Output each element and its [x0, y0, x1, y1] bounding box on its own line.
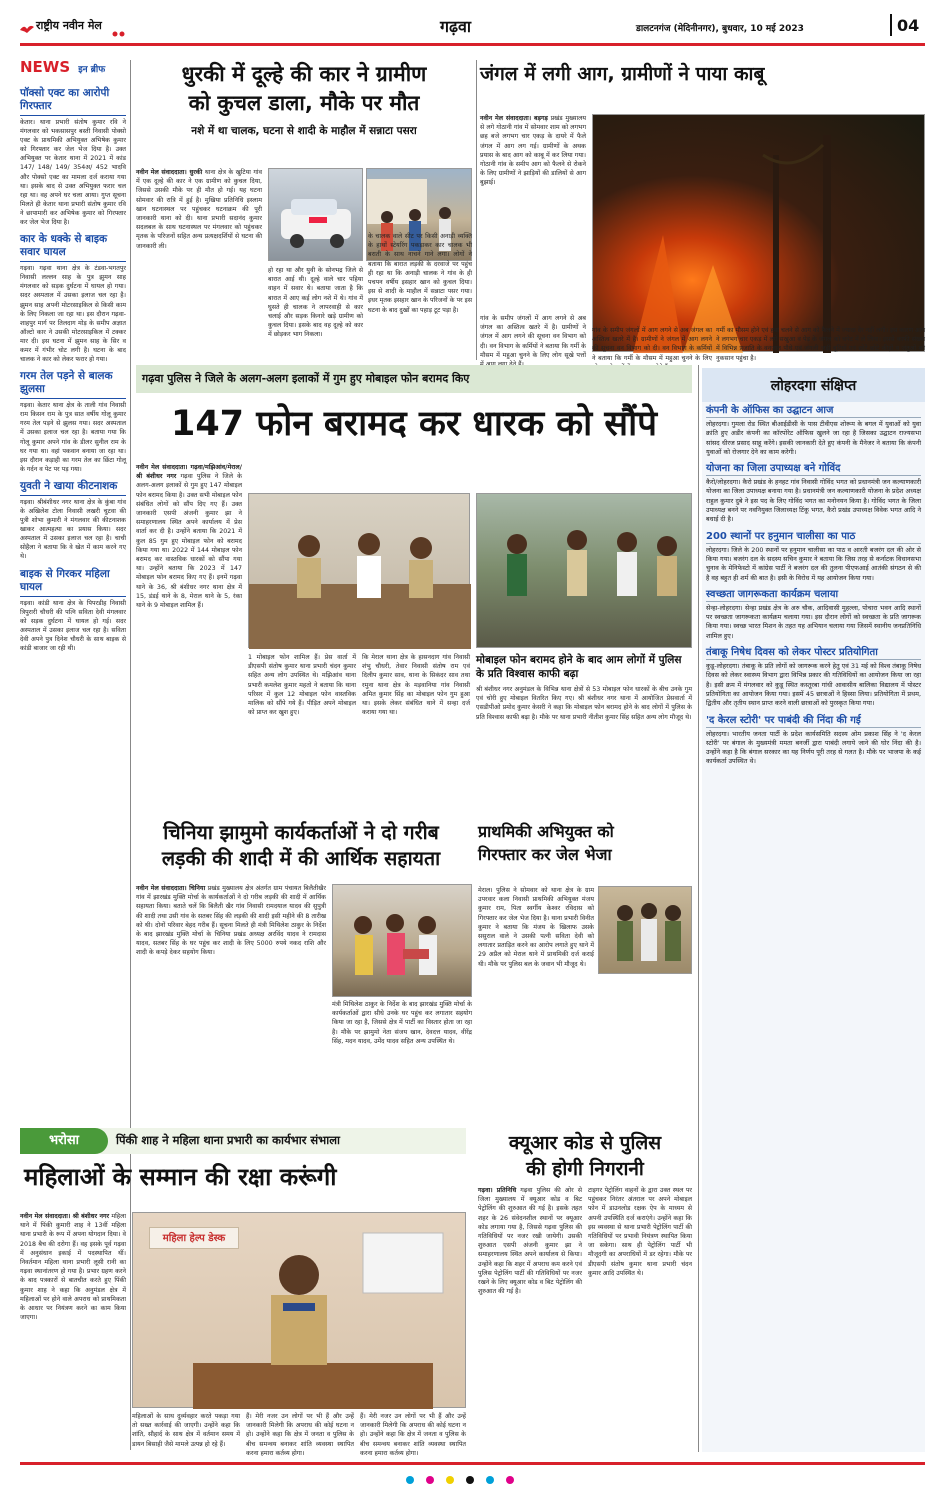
story3-photo-police-1 — [248, 493, 470, 648]
brief-item-headline: कार के धक्के से बाइक सवार घायल — [20, 233, 126, 262]
story1-headline-1: धुरकी में दूल्हे की कार ने ग्रामीण — [181, 62, 427, 86]
story1-col2: हो रहा था और युवी के सोनभद्र जिले से बारात आई थी। दूल्हे वाले चार पहिया वाहन में सवार थे। बताया जाता है कि बारात में आए कई लोग नशे में थे। गांव में घुसते ही चालक ने लापरवाही से कार चलाई और सड़क किनारे खड़े ग्रामीण को कुचल दिया। इसके बाद वह दूल्हे को कार में छोड़कर भाग निकला। — [268, 267, 363, 339]
story4-col1-text: प्रखंड मुख्यालय क्षेत्र अंतर्गत ग्राम पंचायत बिलैतीखैर गांव में झारखंड मुक्ति मोर्चा के कार्यकर्ताओं ने दो गरीब लड़की की शादी में आर्थिक सहायता किया। बताते चलें कि बिलैती खैर गांव निवासी रामदयाल यादव की सुपुत्री की शादी तथा उसी गांव के सतबर सिंह की लड़की की शादी इसी महीने की 8 तारीख को थी। दोनों परिवार बेहद गरीब हैं। सूचना मिलते ही मंत्री मिथिलेश ठाकुर के निर्देश के बाद झारखंड मुक्ति मोर्चा के चिनिया प्रखंड अध्यक्ष अरविंद यादव ने रामदास यादव, सतबर सिंह के घर पहुंच कर शादी के लिए 5000 रुपये नकद राशि और शादी के कपड़े देकर सहयोग किया। — [136, 885, 326, 957]
brief-item-headline: युवती ने खाया कीटनाशक — [20, 480, 126, 496]
story2-col2-left: गांव के समीप जंगलों में आग लगने से अब जंगल का अस्तित्व खतरे में है। ग्रामीणों ने जंगल में आग लगने की सूचना वन विभाग को दी। वन विभाग के कर्मियों ने बताया कि गर्मी के मौसम में महुआ चुनने के लिए लोग सूखे पत्तों — [480, 315, 586, 359]
lohardaga-item — [706, 404, 921, 457]
brief-item — [20, 87, 126, 227]
lohardaga-title-bar — [702, 368, 925, 402]
story3-col1-text: गढ़वा पुलिस ने जिले के अलग-अलग इलाकों से गुम हुए 147 मोबाइल फोन बरामद किया है। उक्त सभी मोबाइल फोन संबंधित लोगों को सौंप दिए गए हैं। उक्त जानकारी एसपी अंजनी कुमार झा ने समाहरणालय स्थित अपने कार्यालय में प्रेस वार्ता कर दी है। उन्होंने बताया कि 2021 में कुल 85 गुम हुए मोबाइल फोन को बरामद किया गया था। 2022 में 144 मोबाइल फोन बरामद कर वास्तविक धारकों को सौंपा गया था। उन्होंने बताया कि 2023 में 147 मोबाइल फोन बरामद किए गए हैं। इनमें गढ़वा थाने के 36, श्री बंशीधर नगर थाना क्षेत्र में 15, डंडई थाने के 8, मेराल थाने के 5, रंका थाने के 9 मोबाइल शामिल हैं। — [136, 473, 242, 610]
story-phones — [136, 365, 692, 813]
brief-item — [20, 568, 126, 654]
story6-col4: हैं। मेरी नजर उन लोगों पर भी हैं और उन्हें जानकारी मिलेगी कि अपराध की कोई घटना न हो। उन्होंने कहा कि क्षेत्र में जनता व पुलिस के बीच समन्वय बनाकर शांति व्यवस्था स्थापित करना हमारा कर्तव्य होगा। — [360, 1413, 466, 1457]
bird-logo-icon — [20, 19, 34, 29]
page-number: 04 — [897, 16, 920, 35]
story3-dateline: नवीन मेल संवाददाता। गढ़वा/मझिआंव/मेराल/श्री बंशीधर नगर — [136, 464, 242, 481]
brief-item — [20, 233, 126, 364]
story2-headline: जंगल में लगी आग, ग्रामीणों ने पाया काबू — [480, 63, 765, 85]
story3-kicker: गढ़वा पुलिस ने जिले के अलग-अलग इलाकों में गुम हुए मोबाइल फोन बरामद किए — [142, 372, 470, 385]
story1-dateline: नवीन मेल संवाददाता। धुरकी — [136, 169, 203, 176]
story4-headline-2: लड़की की शादी में की आर्थिक सहायता — [161, 847, 441, 870]
story7-dateline: गढ़वा। प्रतिनिधि — [478, 1187, 517, 1194]
column-divider-right — [698, 365, 699, 1452]
registration-marks — [400, 1470, 540, 1480]
story3-col3: कि मेराल थाना क्षेत्र के हासनदाग गांव निवासी शंभु चौधरी, तेवार निवासी संतोष राम एवं दिलीप कुमार साव, थाना के सिकंदर साव तथा रमुना थाना क्षेत्र के मड़वानिया गांव निवासी अमित कुमार सिंह का मोबाइल फोन गुम हुआ था। इसके लेकर संबंधित थाने में सन्हा दर्ज कराया गया था। — [362, 654, 470, 717]
story6-kicker: पिंकी शाह ने महिला थाना प्रभारी का कार्यभार संभाला — [116, 1133, 341, 1147]
lohardaga-item — [706, 530, 921, 583]
story7-col1-text: गढ़वा पुलिस की ओर से जिला मुख्यालय में क्यूआर कोड व बिट पेट्रोलिंग की शुरुआत की गई है। इसके तहत शहर के 26 संवेदनशील स्थानों पर क्यूआर कोड लगाया गया है, जिससे गढ़वा पुलिस की गतिविधियों पर नजर रखी जायेगी। उसकी शुरुआत एसपी अंजनी कुमार झा ने समाहरणालय स्थित अपने कार्यालय से किया। उन्होंने कहा कि शहर में अपराध कम करने एवं पुलिस पेट्रोलिंग पार्टी की गतिविधियों पर नजर रखने के लिए क्यूआर कोड व बिट पेट्रोलिंग की शुरुआत की गई है। — [478, 1187, 582, 1296]
lohardaga-item — [706, 462, 921, 524]
lohardaga-item — [706, 646, 921, 708]
masthead — [0, 0, 945, 50]
lohardaga-item-headline: योजना का जिला उपाध्यक्ष बने गोविंद — [706, 462, 921, 476]
brief-item-body: गढ़वा। केतार थाना क्षेत्र के ताली गांव निवासी राम किसन राम के पुत्र सात वर्षीय गोलू कुमार गरम तेल पड़ने से झुलस गया। सदर अस्पताल में उसका इलाज चल रहा है। बताया गया कि गोलू कुमार अपने गांव के डीलर सुनील राम के घर गया था। वहां पकवान बनाया जा रहा था। इस दौरान कड़ाही का गरम तेल का छिंटा गोलू के गर्दन व पेट पर पड़ गया। — [20, 402, 126, 473]
lohardaga-item-headline: तंबाकू निषेध दिवस को लेकर पोस्टर प्रतियोगिता — [706, 646, 921, 660]
dateline: डालटनगंज (मेदिनीनगर), बुधवार, 10 मई 2023 — [636, 24, 804, 34]
masthead-dots — [112, 22, 130, 28]
story3-photo-police-2 — [476, 493, 692, 648]
brief-item — [20, 480, 126, 562]
story7-headline-2: की होगी निगरानी — [526, 1158, 644, 1180]
lohardaga-item — [706, 714, 921, 767]
story-women-police — [20, 1128, 466, 1457]
story2-col1-text: प्रखंड मुख्यालय से लगे गोठानी गांव में सोमवार शाम को लगभग छह बजे लगभग चार एकड़ के दायरे में फैले जंगल में आग लग गई। ग्रामीणों के अथक प्रयास के बाद आग को काबू में कर लिया गया। गोठानी गांव के समीप आग को फैलने से रोकने के लिए ग्रामीणों ने झाड़ियों की डालियों से आग बुझाई। — [480, 115, 586, 187]
lohardaga-item-headline: कंपनी के ऑफिस का उद्घाटन आज — [706, 404, 921, 418]
story5-headline-1: प्राथमिकी अभियुक्त को — [478, 822, 614, 841]
story7-col1 — [478, 1186, 582, 1452]
brief-item-headline: बाइक से गिरकर महिला घायल — [20, 568, 126, 597]
masthead-rule — [20, 43, 925, 46]
brief-item-headline: पॉक्सो एक्ट का आरोपी गिरफ्तार — [20, 87, 126, 116]
lohardaga-list — [702, 402, 925, 774]
story2-bottom-mid: गांव के समीप जंगलों में आग लगने से अब जंगल का अस्तित्व खतरे में है। ग्रामीणों ने जंगल में आग लगने की सूचना वन विभाग को दी। वन विभाग के कर्मियों ने बताया कि गर्मी के मौसम में महुआ चुनने के लिए — [592, 327, 712, 362]
page-number-divider — [890, 14, 892, 36]
story7-col2: टाइगर पेट्रोलिंग वाहनों के द्वारा उक्त स्थल पर पहुंचकर निरंतर अंतराल पर अपने मोबाइल फोन में डाउनलोड रक्षक ऐप के माध्यम से अपनी उपस्थिति दर्ज कराएंगे। उन्होंने कहा कि इस व्यवस्था से थाना प्रभारी पेट्रोलिंग पार्टी की गतिविधियों पर प्रभावी नियंत्रण स्थापित किया जा सकेगा। साथ ही पेट्रोलिंग पार्टी भी मौजूदगी का अपराधियों में डर रहेगा। मौके पर डीएसपी संतोष कुमार थाना प्रभारी चंदन कुमार आदि उपस्थित थे। — [588, 1187, 692, 1277]
story-forest-fire — [480, 60, 925, 360]
story1-photo-car — [268, 168, 363, 261]
brief-item — [20, 370, 126, 474]
story2-photo-fire — [592, 114, 925, 352]
lohardaga-item-body: कुडू-लोहरदगा। तंबाकू के प्रति लोगों को जागरूक करने हेतु एवं 31 मई को विश्व तंबाकू निषेध दिवस को लेकर स्वास्थ्य विभाग द्वारा विभिन्न प्रकार की गतिविधियों का आयोजन किया जा रहा है। इसी क्रम में मंगलवार को कुडू स्थित कस्तूरबा गांधी आवासीय बालिका विद्यालय में पोस्टर प्रतियोगिता का आयोजन किया गया। इसमें 45 छात्राओं ने हिस्सा लिया। प्रतियोगिता में प्रथम, द्वितीय और तृतीय स्थान प्राप्त करने वाली छात्राओं को पुरस्कृत किया गया। — [706, 662, 921, 708]
story4-col1 — [136, 884, 326, 1114]
brief-item-headline: गरम तेल पड़ने से बालक झुलसा — [20, 370, 126, 399]
story3-col1 — [136, 463, 242, 813]
brief-item-body: केतार। थाना प्रभारी संतोष कुमार रवि ने मंगलवार को भकसासपुर बस्ती निवासी पोक्सो एक्ट के प्राथमिकी अभियुक्त अभिषेक कुमार को गिरफ्तार कर जेल भेज दिया है। उक्त अभियुक्त पर केतार थाना में 2021 में कांड 147/ 148/ 149/ 354अ/ 452 भादवि और पोक्सो एक्ट का मामला दर्ज कराया गया था। इसके बाद से उक्त अभियुक्त फरार चल रहा था। वह अपने घर चला आया। गुप्त सूचना मिलते ही केतार थाना प्रभारी संतोष कुमार रवि ने छापामारी कर अभिषेक कुमार को गिरफ्तार कर जेल भेज दिया है। — [20, 119, 126, 227]
story1-col1-text: थाना क्षेत्र के खुटिया गांव में एक दूल्हे की कार ने एक ग्रामीण को कुचल दिया, जिससे उसकी मौके पर ही मौत हो गई। यह घटना सोमवार की रात्रि में हुई है। मुखिया प्रतिनिधि इस्लाम खान घटनास्थल पर पहुंचकर घटनाक्रम की पूरी जानकारी थाना को दी। थाना प्रभारी सदानंद कुमार सदलबल के साथ घटनास्थल पर मंगलवार को पहुंचकर मृतक के परिजनों सहित अन्य प्रत्यक्षदर्शियों से घटना की जानकारी ली। — [136, 169, 262, 250]
lohardaga-item-body: लोहरदगा। गुमला रोड स्थित बीआईडीसी के पास टीवीएस शोरूम के बगल में युवाओं को युवा क्रांति हुए अडीर कंपनी का कॉरपोरेट ऑफिस खुलने जा रहा है जिसका उद्घाटन राज्यसभा सांसद धीरज प्रसाद साहू करेंगे। इसकी जानकारी देते हुए कंपनी के मैनेजर ने बताया कि कंपनी युवाओं को रोजगार देने का काम करेगी। — [706, 420, 921, 456]
lohardaga-item — [706, 588, 921, 641]
story3-subhead: मोबाइल फोन बरामद होने के बाद आम लोगों में पुलिस के प्रति विश्वास काफी बढ़ा — [476, 654, 682, 680]
brief-item-body: गढ़वा। कांडी थाना क्षेत्र के पिपरडीह निवासी त्रिपुरारी चौधरी की पत्नि सविता देवी मंगलवार को सड़क दुर्घटना में घायल हो गई। सदर अस्पताल में उसका इलाज चल रहा है। सविता देवी अपने पुत्र दिनेश चौधरी के साथ बाइक से कांडी बाजार जा रही थी। — [20, 599, 126, 653]
story6-col2: महिलाओं के साथ दुर्व्यवहार करते पकड़ा गया तो सख्त कार्रवाई की जाएगी। उन्होंने कहा कि शांति, सौहार्द के साथ क्षेत्र में वर्तमान समय में डायन बिसाही जैसे मामले उत्पन्न हो रहे हैं। — [132, 1413, 240, 1448]
story5-body: मेराल। पुलिस ने सोमवार को थाना क्षेत्र के ग्राम उपरवार कला निवासी प्राथमिकी अभियुक्त मंजय कुमार राम, पिता स्वर्गीय केश्वर रविदास को गिरफ्तार कर जेल भेज दिया है। थाना प्रभारी विनीत कुमार ने बताया कि मंजय के खिलाफ उसके ससुराल वाले ने उसकी पत्नी सविता देवी को लगातार प्रताड़ित करने का आरोप लगाते हुए थाने में 29 अप्रैल को मेराल थाने में प्राथमिकी दर्ज कराई थी। मौके पर पुलिस बल के जवान भी मौजूद थे। — [478, 887, 594, 968]
news-brief-logo — [20, 57, 126, 87]
story6-headline: महिलाओं के सम्मान की रक्षा करूंगी — [24, 1163, 337, 1191]
story3-col2: 1 मोबाइल फोन शामिल हैं। प्रेस वार्ता में डीएसपी संतोष कुमार थाना प्रभारी चंदन कुमार सहित अन्य लोग उपस्थित थे। मझिआंव थाना प्रभारी कमलेश कुमार महतो ने बताया कि थाना परिसर में कुल 12 मोबाइल फोन वास्तविक मालिक को सौंपे गये हैं। पीड़ित अपने मोबाइल को प्राप्त कर खुश हुए। — [248, 654, 356, 717]
brief-item-body: गढ़वा। गढ़वा थाना क्षेत्र के टंडवा-भगतपुर निवासी लल्लन साह के पुत्र झुमन साह मंगलवार को सड़क दुर्घटना में घायल हो गया। सदर अस्पताल में उसका इलाज चल रहा है। झुमन साह अपनी मोटरसाइकिल से किसी काम के लिए निकला जा रहा था। इस दौरान गढ़वा-शाहपुर मार्ग पर तिलदाग मोड़ के समीप अज्ञात ऑल्टो कार ने उसकी मोटरसाइकिल में टक्कर मार दी। इस घटना में झुमन साह के सिर व कमर में गंभीर चोट लगी है। घटना के बाद चालक ने कार को लेकर फरार हो गया। — [20, 265, 126, 364]
story1-headline-2: को कुचल डाला, मौके पर मौत — [188, 91, 420, 115]
story1-deck: नशे में था चालक, घटना से शादी के माहौल में सन्नाटा पसरा — [191, 125, 417, 137]
story3-headline: 147 फोन बरामद कर धारक को सौंपे — [170, 404, 658, 444]
lohardaga-item-body: सेन्हा-लोहरदगा। सेन्हा प्रखंड क्षेत्र के अरु चौक, आदिवासी मुहल्ला, पोचारा भवन आदि स्थानों पर स्वच्छता जागरूकता कार्यक्रम चलाया गया। इस दौरान लोगों को स्वच्छता के प्रति जागरूक किया गया। स्वच्छ भारत मिशन के तहत यह अभियान चलाया गया जिसमें स्थानीय जनप्रतिनिधि शामिल हुए। — [706, 603, 921, 640]
footer-rule — [20, 1462, 925, 1465]
story6-col1 — [20, 1212, 126, 1452]
brief-item-body: गढ़वा। श्रीबंशीधर नगर थाना क्षेत्र के कुंबा गांव के अखिलेश टोला निवासी लखरी चुटवा की पुत्री शोभा कुमारी ने मंगलवार की कीटनाशक खाकर आत्महत्या का प्रयास किया। सदर अस्पताल में उसका इलाज चल रहा है। चाची सोहैला ने बताया कि वे खेत में काम करने गए थे। — [20, 498, 126, 561]
story4-photo-aid — [332, 884, 472, 997]
story1-col1 — [136, 168, 262, 360]
story2-bottom-text: गर्मी का मौसम होने एवं हवा चलने से आग को फैलने में ज्यादा देर नहीं लगी। इस कारण आग ने लगभग चार एकड़ में लगे सखुआ व पेड़ के जंगल को चपेट में ले लिया। इससे काफी संख्या में विभिन्न प्रजाति के वनजात पौधे एवं जंगली जड़ी बूटियों एवं छोटे छोटे कीड़ों व जंतुओं को नुकसान पहुंचा है। — [716, 327, 925, 362]
news-logo-sub: इन ब्रीफ — [78, 65, 106, 75]
lohardaga-item-headline: 200 स्थानों पर हनुमान चालीसा का पाठ — [706, 530, 921, 544]
story6-col1-text: महिला थाने में पिंकी कुमारी शाह ने 13वीं महिला थाना प्रभारी के रूप में अपना योगदान दिया। वे 2018 बैच की दरोगा हैं। वह इसके पूर्व गढ़वा में अनुसंधान इकाई में पदस्थापित थीं। निवर्तमान महिला थाना प्रभारी लूसी रानी का गढ़वा स्थानांतरण हो गया है। प्रभार ग्रहण करने के बाद पत्रकारों से बातचीत करते हुए पिंकी कुमार शाह ने कहा कि अनुमंडल क्षेत्र में महिलाओं पर होने वाले अपराध को प्राथमिकता के आधार पर नियंत्रण करने का काम किया जाएगा। — [20, 1213, 126, 1322]
story2-dateline: नवीन मेल संवाददाता। बड़गड़ — [480, 115, 548, 122]
help-desk-banner: महिला हेल्प डेस्क — [149, 1227, 239, 1249]
news-logo-text: NEWS — [20, 58, 71, 76]
news-brief-list — [20, 87, 126, 653]
story4-dateline: नवीन मेल संवाददाता। चिनिया — [136, 885, 206, 892]
story7-headline-1: क्यूआर कोड से पुलिस — [508, 1132, 662, 1154]
lohardaga-title: लोहरदगा संक्षिप्त — [770, 378, 857, 394]
column-divider-mid-top — [476, 60, 477, 360]
paper-name: राष्ट्रीय नवीन मेल — [36, 19, 102, 32]
story6-col3: हैं। मेरी नजर उन लोगों पर भी हैं और उन्हें जानकारी मिलेगी कि अपराध की कोई घटना न हो। उन्होंने कहा कि क्षेत्र में जनता व पुलिस के बीच समन्वय बनाकर शांति व्यवस्था स्थापित करना हमारा कर्तव्य होगा। — [246, 1413, 354, 1457]
story4-headline-1: चिनिया झामुमो कार्यकर्ताओं ने दो गरीब — [163, 821, 439, 844]
lohardaga-panel — [702, 368, 925, 1452]
story5-headline-2: गिरफ्तार कर जेल भेजा — [478, 845, 612, 864]
lohardaga-item-body: कैरो/लोहरदगा। कैरो प्रखंड के हनहट गांव निवासी गोविंद भगत को प्रधानमंत्री जन कल्याणकारी योजना का जिला उपाध्यक्ष बनाया गया है। प्रधानमंत्री जन कल्याणकारी योजना के प्रदेश अध्यक्ष राहुल कुमार दुबे ने इस पद के लिए गोविंद भगत का मनोनयन किया है। गोविंद भगत के जिला उपाध्यक्ष बनने पर नवनियुक्त जिलाध्यक्ष टिंकू भगत, कैरो प्रखंड उपाध्यक्ष विवेक भगत आदि ने बधाई दी है। — [706, 478, 921, 524]
story5-photo-accused — [598, 886, 692, 974]
story6-photo-officer — [132, 1212, 466, 1408]
story2-col1 — [480, 114, 586, 310]
story6-dateline: नवीन मेल संवाददाता। श्री बंशीधर नगर — [20, 1213, 110, 1220]
story3-col4: श्री बंशीधर नगर अनुमंडल के विभिन्न थाना क्षेत्रों से 53 मोबाइल फोन धारकों के बीच उनके गुम एवं चोरी हुए मोबाइल वितरित किए गए। श्री बंशीधर नगर थाना में आयोजित प्रेसवार्ता में एसडीपीओ प्रमोद कुमार केसरी ने कहा कि मोबाइल फोन बरामद होने के बाद लोगों में पुलिस के प्रति विश्वास काफी बढ़ा है। मौके पर थाना प्रभारी नीतीश कुमार सिंह सहित अन्य लोग मौजूद थे। — [476, 686, 692, 721]
story6-kicker-tag: भरोसा — [20, 1128, 108, 1154]
section-title: गढ़वा — [440, 17, 472, 36]
lohardaga-item-headline: 'द केरल स्टोरी' पर पाबंदी की निंदा की गई — [706, 714, 921, 728]
story4-col2: मंत्री मिथिलेश ठाकुर के निर्देश के बाद झारखंड मुक्ति मोर्चा के कार्यकर्ताओं द्वारा सीधे उनके घर पहुंच कर लगातार सहयोग किया जा रहा है, जिससे क्षेत्र में पार्टी का विस्तार होता जा रहा है। मौके पर झामुमो नेता संजय खान, देवदत्त यादव, वीरेंद्र सिंह, मदन यादव, उमेंद यादव सहित अन्य उपस्थित थे। — [332, 1001, 472, 1045]
lohardaga-item-body: लोहरदगा। भारतीय जनता पार्टी के प्रदेश कार्यसमिति सदस्य ओम प्रकाश सिंह ने 'द केरल स्टोरी' पर बंगाल के मुख्यमंत्री ममता बनर्जी द्वारा पाबंदी लगाये जाने की घोर निंदा की है। उन्होंने कहा है कि बंगाल सरकार का यह निर्णय पूरी तरह से गलत है। मौके पर भाजपा के कई कार्यकर्ता उपस्थित थे। — [706, 729, 921, 766]
lohardaga-item-body: लोहरदगा। जिले के 200 स्थानों पर हनुमान चालीसा का पाठ व आरती बजरंग दल की ओर से किया गया। बजरंग दल के सदस्य सचिन कुमार ने बताया कि जिस तरह से कर्नाटक विधानसभा चुनाव के मेनिफेस्टो में कांग्रेस पार्टी ने बजरंग दल की तुलना पीएफआई आतंकी संगठन से की है वह बहुत ही शर्म की बात है। इसी के विरोध में यह आयोजन किया गया। — [706, 545, 921, 582]
lohardaga-item-headline: स्वच्छता जागरूकता कार्यक्रम चलाया — [706, 588, 921, 602]
story1-col3: के चालक वाले सीट पर किसी अनाड़ी व्यक्ति के हाथों स्टेयरिंग पकड़ाकर कार चालक भी बराती के साथ नाचने गाने लगा। लोगों ने बताया कि बारात लड़की के दरवाजे पर पहुंच ही रहा था कि अनाड़ी चालक ने गांव के ही पचपन वर्षीय इसहार खान को कुचल दिया। इस से शादी के माहौल में सन्नाटा पसर गया। इधर मृतक इसहार खान के परिजनों के पर इस घटना के बाद दुखों का पहाड़ टूट पड़ा है। — [368, 233, 472, 314]
story-dhurki — [136, 60, 472, 360]
